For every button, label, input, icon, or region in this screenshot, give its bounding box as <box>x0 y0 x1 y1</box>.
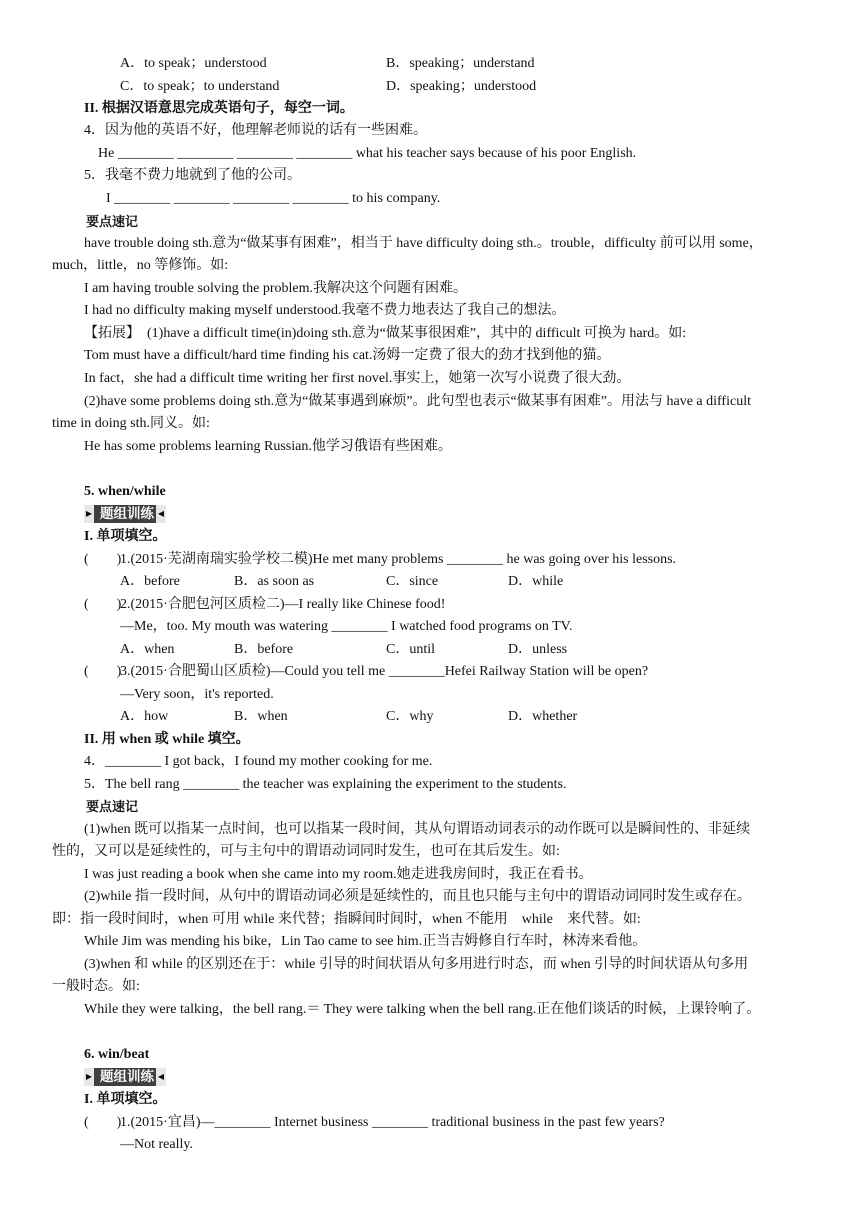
question-text: —Very soon，it's reported. <box>120 687 274 702</box>
option-c: C．to speak；to understand <box>120 79 280 94</box>
question-en: I ________ ________ ________ ________ to his company. <box>106 191 441 206</box>
part-heading: I. 单项填空。 <box>84 1092 167 1107</box>
question-text: 1.(2015·宜昌)—________ Internet business ________ traditional business in the past few years? <box>120 1115 665 1130</box>
note-line: much，little，no 等修饰。如: <box>52 258 229 273</box>
option-d: D．while <box>508 574 564 589</box>
question-text: 4．________ I got back，I found my mother cooking for me. <box>84 754 433 769</box>
question-cn: 4．因为他的英语不好，他理解老师说的话有一些困难。 <box>84 123 427 138</box>
option-d: D．speaking；understood <box>386 79 537 94</box>
part-heading: I. 单项填空。 <box>84 529 167 544</box>
note-line: While they were talking，the bell rang.＝ They were talking when the bell rang.正在他们谈话的时候，上课铃响了。 <box>84 1002 761 1017</box>
option-b: B．when <box>234 709 288 724</box>
option-b: B．as soon as <box>234 574 315 589</box>
note-line: (3)when 和 while 的区别还在于：while 引导的时间状语从句多用进行时态，而 when 引导的时间状语从句多用 <box>84 957 749 972</box>
question-en: He ________ ________ ________ ________ what his teacher says because of his poor English. <box>98 146 637 161</box>
question-text: 1.(2015·芜湖南瑞实验学校二模)He met many problems ________ he was going over his lessons. <box>120 552 677 567</box>
section-title: 5. when/while <box>84 484 166 499</box>
note-line: (2)while 指一段时间，从句中的谓语动词必须是延续性的，而且也只能与主句中的谓语动词同时发生或存在。 <box>84 889 751 904</box>
option-b: B．speaking；understand <box>386 56 535 71</box>
answer-paren: ( ) <box>84 597 122 612</box>
section-title: 6. win/beat <box>84 1047 150 1062</box>
option-c: C．why <box>386 709 434 724</box>
option-a: A．when <box>120 642 175 657</box>
note-line: 即：指一段时间时，when 可用 while 来代替；指瞬间时间时，when 不能用 while 来代替。如: <box>52 912 641 927</box>
answer-paren: ( ) <box>84 664 122 679</box>
note-line: time in doing sth.同义。如: <box>52 416 210 431</box>
option-d: D．unless <box>508 642 568 657</box>
drill-label <box>84 505 166 523</box>
option-c: C．since <box>386 574 439 589</box>
back-arrow-icon: ◀ <box>156 505 166 523</box>
option-a: A．how <box>120 709 169 724</box>
part-heading: II. 用 when 或 while 填空。 <box>84 732 250 747</box>
note-line: (1)when 既可以指某一点时间，也可以指某一段时间，其从句谓语动词表示的动作既可以是瞬间性的、非延续 <box>84 822 751 837</box>
option-a: A．before <box>120 574 180 589</box>
note-line: I was just reading a book when she came into my room.她走进我房间时，我正在看书。 <box>84 867 593 882</box>
question-text: 3.(2015·合肥蜀山区质检)—Could you tell me ________Hefei Railway Station will be open? <box>120 664 649 679</box>
option-d: D．whether <box>508 709 578 724</box>
section-heading: II. 根据汉语意思完成英语句子，每空一词。 <box>84 101 354 116</box>
question-text: 5．The bell rang ________ the teacher was explaining the experiment to the students. <box>84 777 567 792</box>
notes-heading: 要点速记 <box>86 799 139 814</box>
note-line: 性的，又可以是延续性的，可与主句中的谓语动词同时发生，也可在其后发生。如: <box>52 844 560 859</box>
back-arrow-icon: ◀ <box>156 1068 166 1086</box>
option-b: B．before <box>234 642 294 657</box>
note-line: have trouble doing sth.意为“做某事有困难”，相当于 have difficulty doing sth.。trouble，difficulty 前可以用 some， <box>84 236 763 251</box>
play-arrow-icon: ▶ <box>84 1068 94 1086</box>
note-line: (2)have some problems doing sth.意为“做某事遇到麻烦”。此句型也表示“做某事有困难”。用法与 have a difficult <box>84 394 751 409</box>
note-line: He has some problems learning Russian.他学习俄语有些困难。 <box>84 439 452 454</box>
note-line: I am having trouble solving the problem.我解决这个问题有困难。 <box>84 281 468 296</box>
answer-paren: ( ) <box>84 1115 122 1130</box>
drill-label-text: 题组训练 <box>100 506 154 522</box>
option-a: A．to speak；understood <box>120 56 267 71</box>
note-line: 【拓展】 (1)have a difficult time(in)doing sth.意为“做某事很困难”，其中的 difficult 可换为 hard。如: <box>84 326 687 341</box>
drill-label <box>84 1068 166 1086</box>
note-line: 一般时态。如: <box>52 979 140 994</box>
play-arrow-icon: ▶ <box>84 505 94 523</box>
note-line: In fact，she had a difficult time writing her first novel.事实上，她第一次写小说费了很大劲。 <box>84 371 631 386</box>
note-line: I had no difficulty making myself understood.我毫不费力地表达了我自己的想法。 <box>84 303 566 318</box>
option-c: C．until <box>386 642 436 657</box>
question-cn: 5．我毫不费力地就到了他的公司。 <box>84 168 301 183</box>
notes-heading: 要点速记 <box>86 214 139 229</box>
answer-paren: ( ) <box>84 552 122 567</box>
note-line: Tom must have a difficult/hard time finding his cat.汤姆一定费了很大的劲才找到他的猫。 <box>84 348 611 363</box>
drill-label-text: 题组训练 <box>100 1069 154 1085</box>
question-text: —Me，too. My mouth was watering ________ I watched food programs on TV. <box>120 619 573 634</box>
question-text: 2.(2015·合肥包河区质检二)—I really like Chinese food! <box>120 597 446 612</box>
note-line: While Jim was mending his bike，Lin Tao came to see him.正当吉姆修自行车时，林涛来看他。 <box>84 934 647 949</box>
question-text: —Not really. <box>120 1137 193 1152</box>
